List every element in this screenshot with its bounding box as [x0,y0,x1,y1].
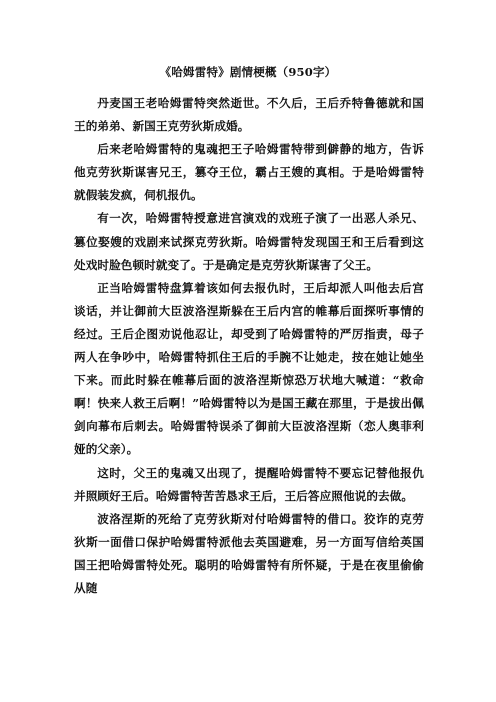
paragraph: 正当哈姆雷特盘算着该如何去报仇时，王后却派人叫他去后宫谈话，并让御前大臣波洛涅斯躲在王后内宫的帷幕后面探听事情的经过。王后企图劝说他忍让，却受到了哈姆雷特的严厉指责，母子两人在争吵中，哈姆雷特抓住王后的手腕不让她走，按在她让她坐下来。而此时躲在帷幕后面的波洛涅斯惊恐万状地大喊道：“救命啊！快来人救王后啊！”哈姆雷特以为是国王藏在那里，于是拔出佩剑向幕布后刺去。哈姆雷特误杀了御前大臣波洛涅斯（恋人奥菲利娅的父亲）。 [74,280,424,457]
paragraph: 有一次，哈姆雷特授意进宫演戏的戏班子演了一出恶人杀兄、篡位娶嫂的戏剧来试探克劳狄斯。哈姆雷特发现国王和王后看到这处戏时脸色顿时就变了。于是确定是克劳狄斯谋害了父王。 [74,211,424,272]
document-body [74,92,424,600]
paragraph: 丹麦国王老哈姆雷特突然逝世。不久后，王后乔特鲁德就和国王的弟弟、新国王克劳狄斯成婚。 [74,96,424,134]
document-title: 《哈姆雷特》剧情梗概（950字） [159,65,337,79]
paragraph: 波洛涅斯的死给了克劳狄斯对付哈姆雷特的借口。狡诈的克劳狄斯一面借口保护哈姆雷特派他去英国避难，另一方面写信给英国国王把哈姆雷特处死。聪明的哈姆雷特有所怀疑，于是在夜里偷偷从随 [74,511,424,595]
paragraph: 后来老哈姆雷特的鬼魂把王子哈姆雷特带到僻静的地方，告诉他克劳狄斯谋害兄王，篡夺王位，霸占王嫂的真相。于是哈姆雷特就假装发疯，伺机报仇。 [74,142,424,203]
paragraph: 这时，父王的鬼魂又出现了，提醒哈姆雷特不要忘记替他报仇并照顾好王后。哈姆雷特苦苦恳求王后，王后答应照他说的去做。 [74,465,424,503]
